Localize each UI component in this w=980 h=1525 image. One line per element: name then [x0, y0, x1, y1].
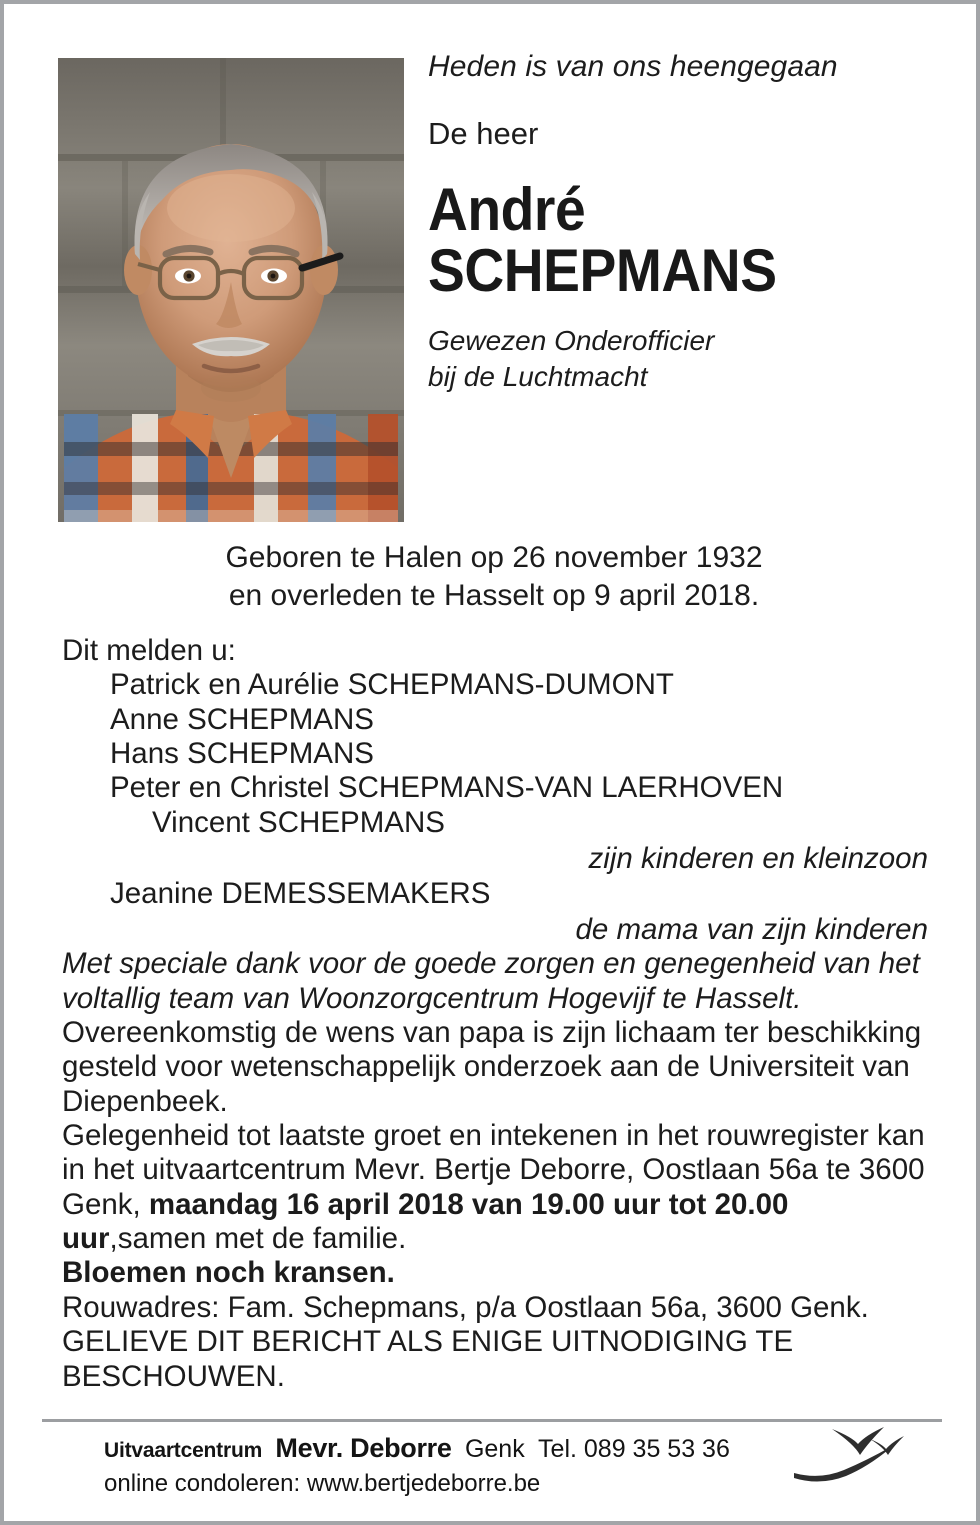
role-line-2: bij de Luchtmacht: [428, 361, 648, 393]
salutation: De heer: [428, 116, 539, 151]
list-item: Hans SCHEPMANS: [110, 737, 374, 771]
announce-label: Dit melden u:: [62, 634, 236, 667]
mother-attribution: de mama van zijn kinderen: [575, 912, 928, 946]
list-item: Patrick en Aurélie SCHEPMANS-DUMONT: [110, 668, 674, 702]
mother-name: Jeanine DEMESSEMAKERS: [110, 876, 491, 910]
donation-paragraph: Overeenkomstig de wens van papa is zijn lichaam ter beschikking gesteld voor wetenschappelijk onderzoek aan de Universiteit van Diepenbeek.: [62, 1015, 922, 1118]
list-item: Peter en Christel SCHEPMANS-VAN LAERHOVEN: [110, 771, 784, 805]
lead-line: Heden is van ons heengegaan: [428, 50, 838, 83]
deceased-name: [428, 176, 968, 305]
company-city: Genk: [464, 1435, 525, 1463]
company-name: Mevr. Deborre: [275, 1433, 452, 1463]
no-flowers-text: Bloemen noch kransen.: [62, 1256, 395, 1290]
company-phone: Tel. 089 35 53 36: [538, 1435, 730, 1463]
birds-swoosh-logo-svg: [794, 1422, 919, 1484]
visitation-outro: ,samen met de familie.: [109, 1222, 407, 1256]
visitation-paragraph: [62, 1119, 928, 1256]
first-name: André: [428, 176, 586, 244]
children-attribution: zijn kinderen en kleinzoon: [588, 842, 928, 876]
header-column: [428, 50, 968, 395]
visitation-intro: Gelegenheid tot laatste groet en intekenen in het rouwregister kan in het uitvaartcentrum Mevr. Bertje Deborre, Oostlaan 56a te 3600 Genk,: [62, 1119, 925, 1221]
last-name: SCHEPMANS: [428, 237, 777, 305]
company-prefix: Uitvaartcentrum: [104, 1439, 263, 1462]
list-item: Anne SCHEPMANS: [110, 702, 374, 736]
portrait-illustration: [58, 58, 404, 522]
visitation-highlight: maandag 16 april 2018 van 19.00 uur tot 20.00 uur: [62, 1187, 789, 1256]
mourning-address: Rouwadres: Fam. Schepmans, p/a Oostlaan 56a, 3600 Genk.: [62, 1290, 869, 1324]
portrait-photo: [58, 58, 404, 522]
role-line-1: Gewezen Onderofficier: [428, 325, 715, 357]
death-line: en overleden te Hasselt op 9 april 2018.: [228, 579, 760, 613]
birth-line: Geboren te Halen op 26 november 1932: [225, 541, 763, 574]
role-description: [428, 323, 968, 395]
birds-swoosh-icon: [794, 1422, 919, 1484]
online-condolence-line[interactable]: online condoleren: www.bertjedeborre.be: [104, 1469, 541, 1497]
notice-body: [62, 634, 928, 1394]
family-list: [62, 668, 928, 840]
thanks-paragraph: Met speciale dank voor de goede zorgen en genegenheid van het voltallig team van Woonzorgcentrum Hogevijf te Hasselt.: [62, 947, 920, 1015]
birth-death-dates: [44, 539, 944, 615]
list-item: Vincent SCHEPMANS: [152, 805, 445, 839]
invitation-notice: GELIEVE DIT BERICHT ALS ENIGE UITNODIGING TE BESCHOUWEN.: [62, 1325, 794, 1393]
no-flowers-note: [62, 1256, 928, 1290]
